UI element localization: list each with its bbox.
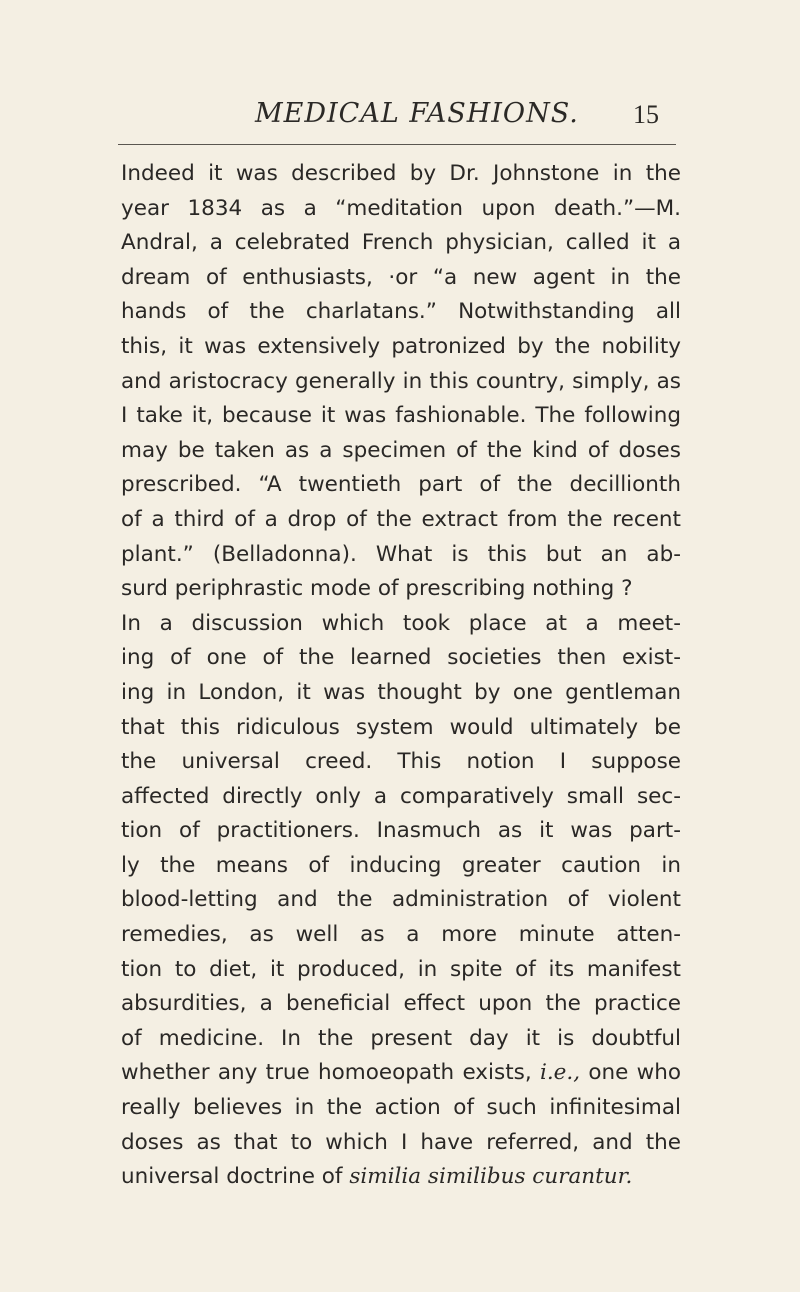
running-title: MEDICAL FASHIONS. (255, 98, 579, 129)
text-line: the universal creed. This notion I suppose (121, 749, 681, 775)
text-line: year 1834 as a “meditation upon death.”—M. (121, 195, 681, 221)
text-line: ing in London, it was thought by one gentleman (121, 679, 681, 705)
text-line: In a discussion which took place at a meet- (121, 610, 681, 636)
body-text (121, 157, 681, 1195)
header-rule (118, 144, 676, 145)
text-line: I take it, because it was fashionable. The following (121, 403, 681, 429)
text-line: affected directly only a comparatively small sec- (121, 783, 681, 809)
text-line: that this ridiculous system would ultimately be (121, 714, 681, 740)
text-line: blood-letting and the administration of violent (121, 887, 681, 913)
text-line: doses as that to which I have referred, and the (121, 1129, 681, 1155)
text-line: may be taken as a specimen of the kind of doses (121, 437, 681, 463)
text-line: ly the means of inducing greater caution in (121, 852, 681, 878)
text-line: this, it was extensively patronized by the nobility (121, 333, 681, 359)
latin-phrase: similia similibus curantur. (349, 1164, 633, 1190)
text-line: surd periphrastic mode of prescribing nothing ? (121, 576, 633, 602)
ie-abbreviation: i.e., (539, 1060, 581, 1086)
text-line: remedies, as well as a more minute atten- (121, 922, 681, 948)
text-line: of medicine. In the present day it is doubtful (121, 1025, 681, 1051)
text-line: absurdities, a beneficial effect upon the practice (121, 991, 681, 1017)
text-line-with-latin (121, 1160, 681, 1195)
text-line: Indeed it was described by Dr. Johnstone in the (121, 161, 681, 186)
text-line: ing of one of the learned societies then exist- (121, 645, 681, 671)
line-text: universal doctrine of (121, 1164, 343, 1190)
text-line: really believes in the action of such infinitesimal (121, 1095, 681, 1121)
page-number: 15 (633, 100, 659, 129)
text-line: and aristocracy generally in this country, simply, as (121, 368, 681, 394)
text-line: tion to diet, it produced, in spite of its manifest (121, 956, 681, 982)
line-text-tail: one who (588, 1060, 681, 1086)
line-text: whether any true homoeopath exists, (121, 1060, 532, 1086)
text-line: prescribed. “A twentieth part of the decillionth (121, 472, 681, 498)
text-line-with-italic (121, 1056, 681, 1091)
text-line: dream of enthusiasts, ·or “a new agent in the (121, 264, 681, 290)
text-line: of a third of a drop of the extract from the recent (121, 506, 681, 532)
text-line: Andral, a celebrated French physician, called it a (121, 230, 681, 256)
text-line: plant.” (Belladonna). What is this but an ab- (121, 541, 681, 567)
text-line: hands of the charlatans.” Notwithstanding all (121, 299, 681, 325)
text-line: tion of practitioners. Inasmuch as it was part- (121, 818, 681, 844)
